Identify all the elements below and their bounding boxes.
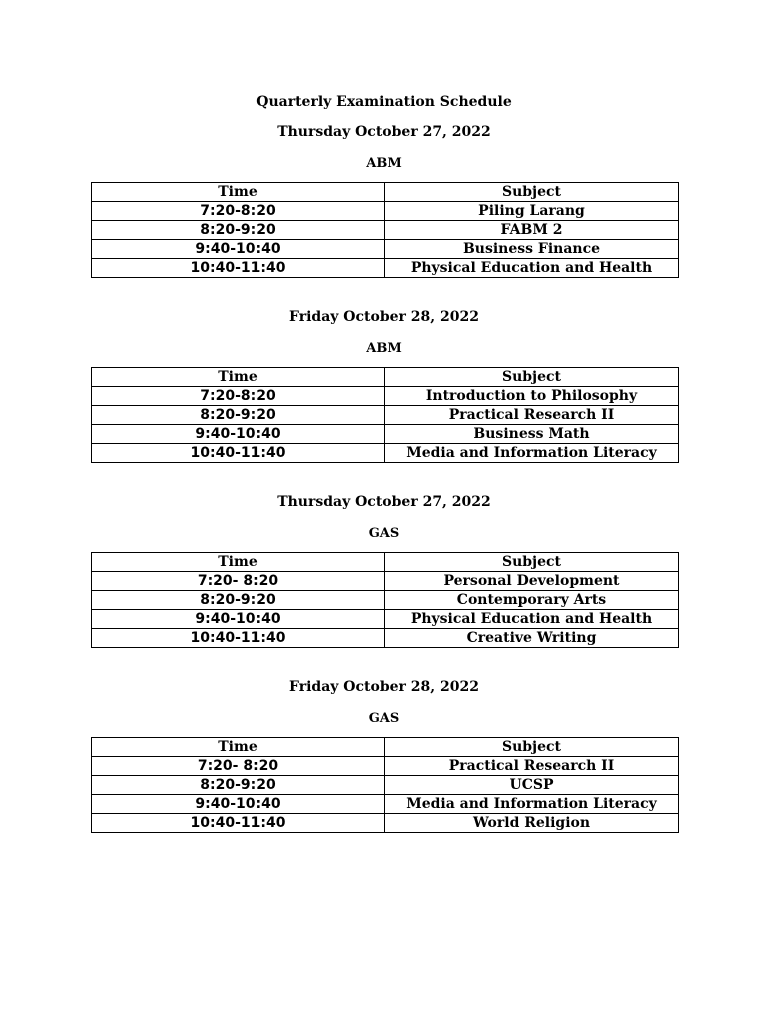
cell-subject: Physical Education and Health [385, 259, 679, 278]
table-row [92, 425, 679, 444]
table-row [92, 591, 679, 610]
cell-time: 7:20-8:20 [92, 387, 385, 406]
cell-time: 9:40-10:40 [92, 610, 385, 629]
cell-subject: Media and Information Literacy [385, 444, 679, 463]
schedule-section-3 [0, 492, 768, 544]
cell-time: 7:20-8:20 [92, 202, 385, 221]
header-subject: Subject [385, 553, 679, 572]
table-header-row [92, 738, 679, 757]
table-header-row [92, 553, 679, 572]
cell-time: 10:40-11:40 [92, 444, 385, 463]
section-day: Thursday October 27, 2022 [277, 124, 491, 140]
table-row [92, 259, 679, 278]
table-row [92, 629, 679, 648]
section-strand: GAS [368, 526, 400, 541]
table-row [92, 757, 679, 776]
schedule-table-2 [91, 367, 679, 463]
cell-subject: Media and Information Literacy [385, 795, 679, 814]
cell-subject: Personal Development [385, 572, 679, 591]
header-time: Time [92, 368, 385, 387]
header-subject: Subject [385, 368, 679, 387]
schedule-section-2 [0, 307, 768, 359]
table-row [92, 406, 679, 425]
cell-time: 10:40-11:40 [92, 629, 385, 648]
page-title: Quarterly Examination Schedule [256, 94, 512, 110]
schedule-table-4 [91, 737, 679, 833]
cell-subject: World Religion [385, 814, 679, 833]
cell-subject: Creative Writing [385, 629, 679, 648]
cell-subject: Business Math [385, 425, 679, 444]
schedule-section-4 [0, 677, 768, 729]
table-row [92, 221, 679, 240]
cell-subject: Introduction to Philosophy [385, 387, 679, 406]
table-row [92, 572, 679, 591]
header-time: Time [92, 183, 385, 202]
header-subject: Subject [385, 183, 679, 202]
cell-time: 8:20-9:20 [92, 591, 385, 610]
schedule-table-3 [91, 552, 679, 648]
cell-subject: Contemporary Arts [385, 591, 679, 610]
cell-subject: Practical Research II [385, 406, 679, 425]
table-row [92, 776, 679, 795]
schedule-section-1 [0, 122, 768, 174]
section-day: Friday October 28, 2022 [289, 309, 479, 325]
header-time: Time [92, 738, 385, 757]
cell-time: 7:20- 8:20 [92, 757, 385, 776]
cell-subject: FABM 2 [385, 221, 679, 240]
table-row [92, 240, 679, 259]
table-header-row [92, 368, 679, 387]
header-time: Time [92, 553, 385, 572]
cell-time: 9:40-10:40 [92, 425, 385, 444]
cell-subject: UCSP [385, 776, 679, 795]
cell-subject: Business Finance [385, 240, 679, 259]
cell-subject: Piling Larang [385, 202, 679, 221]
cell-time: 8:20-9:20 [92, 776, 385, 795]
cell-time: 9:40-10:40 [92, 795, 385, 814]
cell-time: 10:40-11:40 [92, 259, 385, 278]
section-strand: ABM [366, 156, 402, 171]
cell-time: 9:40-10:40 [92, 240, 385, 259]
cell-subject: Physical Education and Health [385, 610, 679, 629]
header-subject: Subject [385, 738, 679, 757]
section-strand: ABM [366, 341, 402, 356]
cell-time: 8:20-9:20 [92, 406, 385, 425]
table-row [92, 795, 679, 814]
cell-time: 7:20- 8:20 [92, 572, 385, 591]
table-row [92, 814, 679, 833]
table-row [92, 387, 679, 406]
table-row [92, 610, 679, 629]
table-row [92, 202, 679, 221]
section-strand: GAS [368, 711, 400, 726]
cell-subject: Practical Research II [385, 757, 679, 776]
cell-time: 8:20-9:20 [92, 221, 385, 240]
section-day: Thursday October 27, 2022 [277, 494, 491, 510]
table-header-row [92, 183, 679, 202]
cell-time: 10:40-11:40 [92, 814, 385, 833]
section-day: Friday October 28, 2022 [289, 679, 479, 695]
table-row [92, 444, 679, 463]
schedule-table-1 [91, 182, 679, 278]
